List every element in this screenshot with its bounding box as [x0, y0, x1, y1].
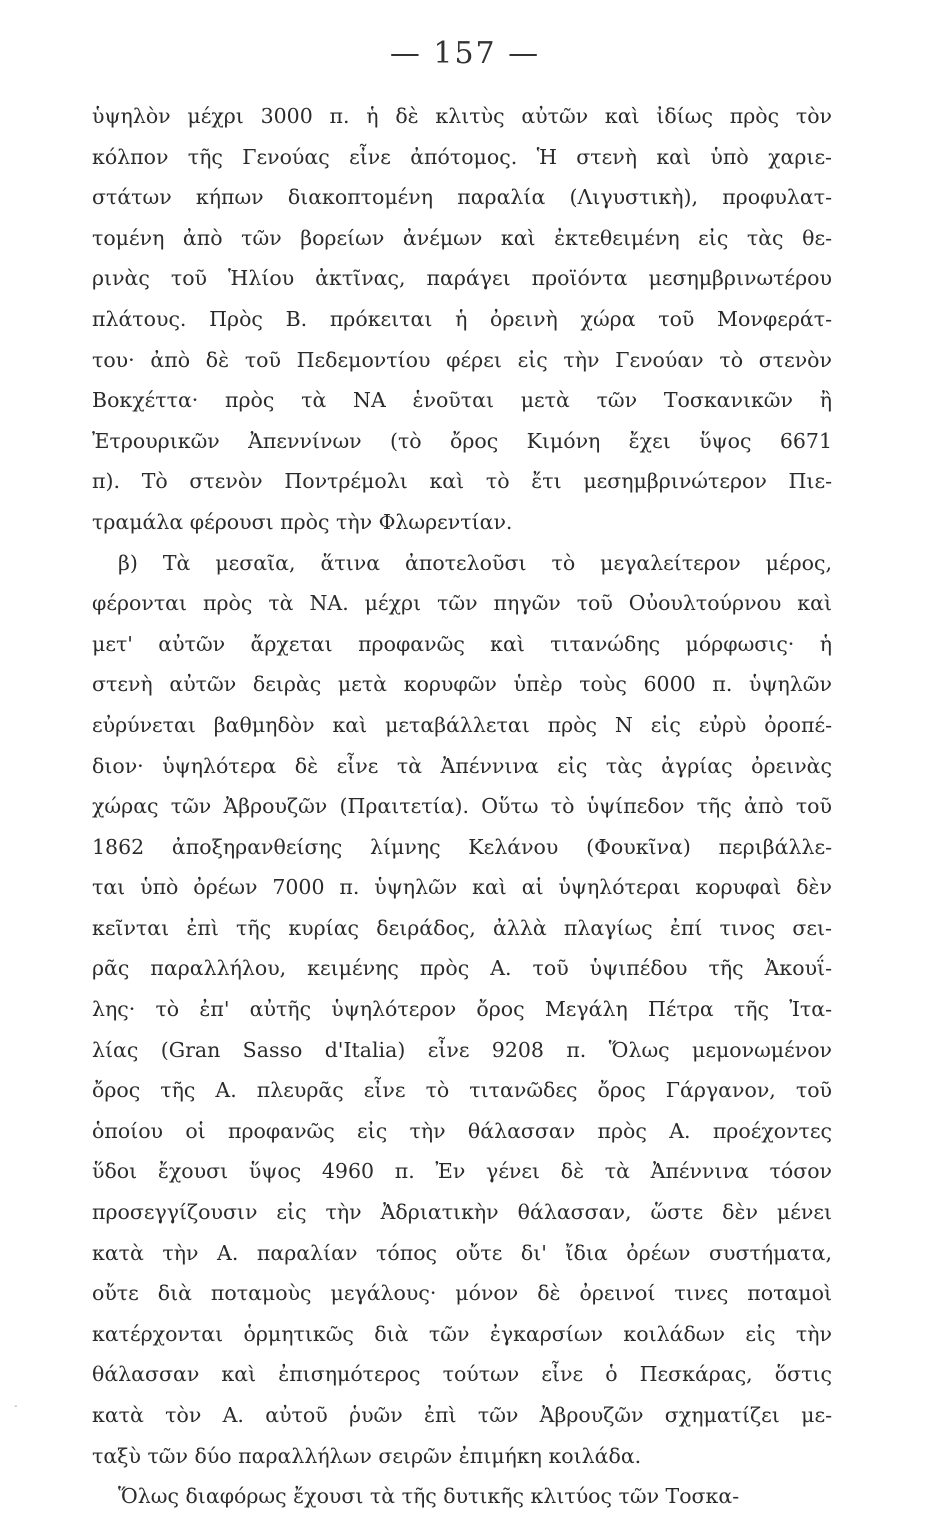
text-line: πλάτους. Πρὸς Β. πρόκειται ἡ ὀρεινὴ χώρα τοῦ Μονφεράτ- — [92, 306, 832, 331]
text-line: Βοκχέττα· πρὸς τὰ ΝΑ ἑνοῦται μετὰ τῶν Τοσκανικῶν ἢ — [92, 388, 832, 413]
text-line: Ὅλως διαφόρως ἔχουσι τὰ τῆς δυτικῆς κλιτύος τῶν Τοσκα- — [118, 1484, 740, 1509]
text-line: β) Τὰ μεσαῖα, ἅτινα ἀποτελοῦσι τὸ μεγαλείτερον μέρος, — [118, 550, 832, 575]
text-line: εὐρύνεται βαθμηδὸν καὶ μεταβάλλεται πρὸς Ν εἰς εὐρὺ ὀροπέ- — [92, 712, 832, 737]
page-number: — 157 — — [389, 36, 541, 71]
text-line: χώρας τῶν Ἀβρουζῶν (Πραιτετία). Οὕτω τὸ ὑψίπεδον τῆς ἀπὸ τοῦ — [92, 794, 832, 819]
text-line: κεῖνται ἐπὶ τῆς κυρίας δειράδος, ἀλλὰ πλαγίως ἐπί τινος σει- — [92, 915, 832, 940]
text-line: μετ' αὐτῶν ἄρχεται προφανῶς καὶ τιτανώδης μόρφωσις· ἡ — [92, 631, 832, 656]
text-line: οὔτε διὰ ποταμοὺς μεγάλους· μόνον δὲ ὀρεινοί τινες ποταμοὶ — [92, 1281, 832, 1306]
text-line: κατέρχονται ὁρμητικῶς διὰ τῶν ἐγκαρσίων κοιλάδων εἰς τὴν — [92, 1321, 832, 1346]
margin-mark: - — [14, 1401, 18, 1412]
text-line: π). Τὸ στενὸν Ποντρέμολι καὶ τὸ ἔτι μεσημβρινώτερον Πιε- — [92, 469, 832, 494]
text-line: κατὰ τὸν Α. αὐτοῦ ῥυῶν ἐπὶ τῶν Ἀβρουζῶν σχηματίζει με- — [92, 1403, 832, 1427]
text-line: λης· τὸ ἐπ' αὐτῆς ὑψηλότερον ὄρος Μεγάλη Πέτρα τῆς Ἰτα- — [92, 997, 832, 1022]
text-line: κατὰ τὴν Α. παραλίαν τόπος οὔτε δι' ἴδια ὀρέων συστήματα, — [92, 1240, 832, 1265]
text-line: φέρονται πρὸς τὰ ΝΑ. μέχρι τῶν πηγῶν τοῦ Οὐουλτούρνου καὶ — [92, 591, 832, 616]
text-line: ὕδοι ἔχουσι ὕψος 4960 π. Ἐν γένει δὲ τὰ Ἀπέννινα τόσον — [92, 1159, 832, 1184]
text-line: προσεγγίζουσιν εἰς τὴν Ἀδριατικὴν θάλασσαν, ὥστε δὲν μένει — [92, 1200, 832, 1225]
text-line: θάλασσαν καὶ ἐπισημότερος τούτων εἶνε ὁ Πεσκάρας, ὅστις — [92, 1362, 832, 1387]
text-line: ρινὰς τοῦ Ἡλίου ἀκτῖνας, παράγει προϊόντα μεσημβρινωτέρου — [92, 266, 832, 291]
text-line: ταξὺ τῶν δύο παραλλήλων σειρῶν ἐπιμήκη κοιλάδα. — [92, 1443, 642, 1468]
text-line: λίας (Gran Sasso d'Italia) εἶνε 9208 π. Ὅλως μεμονωμένον — [92, 1037, 832, 1062]
text-line: ὁποίου οἱ προφανῶς εἰς τὴν θάλασσαν πρὸς Α. προέχοντες — [92, 1118, 832, 1143]
text-line: τομένη ἀπὸ τῶν βορείων ἀνέμων καὶ ἐκτεθειμένη εἰς τὰς θε- — [92, 225, 832, 250]
text-line: ὑψηλὸν μέχρι 3000 π. ἡ δὲ κλιτὺς αὐτῶν καὶ ἰδίως πρὸς τὸν — [92, 104, 832, 128]
text-line: κόλπον τῆς Γενούας εἶνε ἀπότομος. Ἡ στενὴ καὶ ὑπὸ χαριε- — [92, 144, 832, 169]
text-line: ρᾶς παραλλήλου, κειμένης πρὸς Α. τοῦ ὑψιπέδου τῆς Ἀκουΐ- — [92, 956, 832, 981]
text-line: διον· ὑψηλότερα δὲ εἶνε τὰ Ἀπέννινα εἰς τὰς ἀγρίας ὀρεινὰς — [92, 753, 832, 778]
text-line: Ἐτρουρικῶν Ἀπεννίνων (τὸ ὄρος Κιμόνη ἔχει ὕψος 6671 — [92, 428, 832, 453]
text-line: στενὴ αὐτῶν δειρὰς μετὰ κορυφῶν ὑπὲρ τοὺς 6000 π. ὑψηλῶν — [92, 672, 832, 697]
text-line: τραμάλα φέρουσι πρὸς τὴν Φλωρεντίαν. — [92, 509, 513, 534]
text-line: ται ὑπὸ ὀρέων 7000 π. ὑψηλῶν καὶ αἱ ὑψηλότεραι κορυφαὶ δὲν — [92, 875, 832, 900]
body-text — [92, 96, 832, 1517]
text-line: 1862 ἀποξηρανθείσης λίμνης Κελάνου (Φουκῖνα) περιβάλλε- — [92, 834, 832, 859]
text-line: του· ἀπὸ δὲ τοῦ Πεδεμοντίου φέρει εἰς τὴν Γενούαν τὸ στενὸν — [92, 347, 832, 372]
text-line: στάτων κήπων διακοπτομένη παραλία (Λιγυστικὴ), προφυλατ- — [92, 185, 832, 210]
text-line: ὄρος τῆς Α. πλευρᾶς εἶνε τὸ τιτανῶδες ὄρος Γάργανον, τοῦ — [92, 1078, 832, 1103]
